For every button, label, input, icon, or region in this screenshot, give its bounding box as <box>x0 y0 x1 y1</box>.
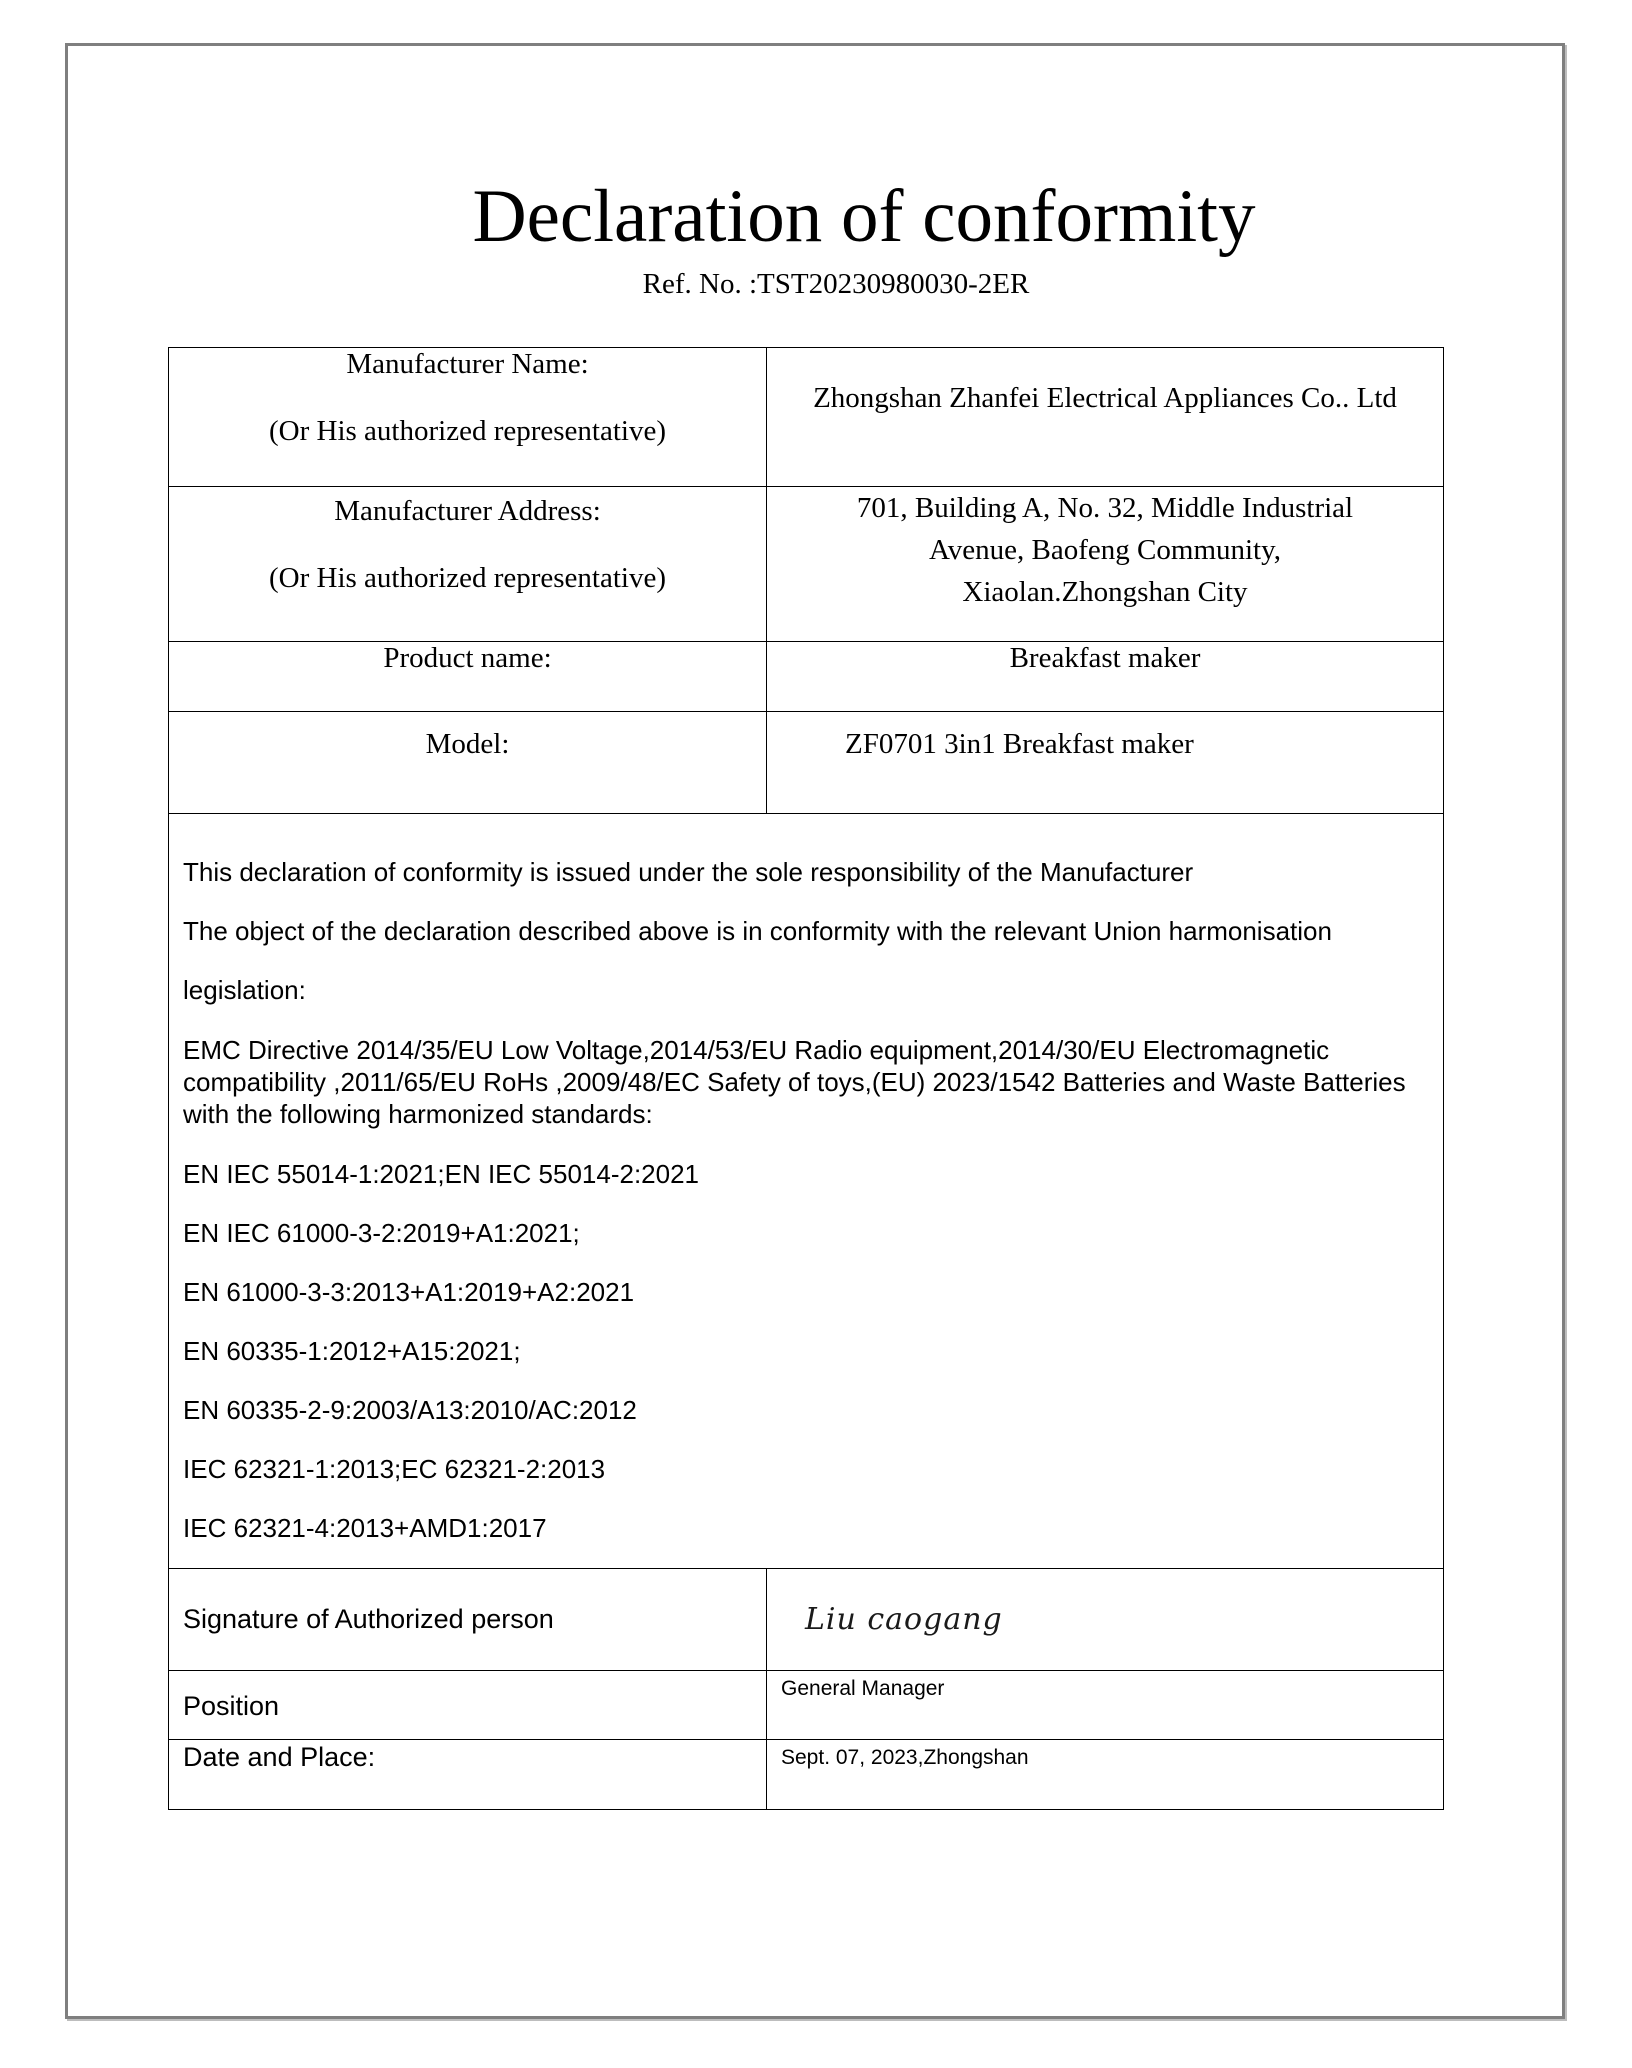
position-label: Position <box>169 1671 767 1740</box>
reference-number: Ref. No. :TST20230980030-2ER <box>642 268 1030 300</box>
standard-item: IEC 62321-4:2013+AMD1:2017 <box>183 1513 547 1543</box>
standard-item: EN IEC 55014-1:2021;EN IEC 55014-2:2021 <box>183 1159 700 1189</box>
manufacturer-address-sublabel: (Or His authorized representative) <box>269 562 666 594</box>
row-model <box>169 712 1444 814</box>
declaration-table <box>168 347 1444 1810</box>
standard-item: EN 60335-2-9:2003/A13:2010/AC:2012 <box>183 1395 637 1425</box>
row-signature <box>169 1569 1444 1671</box>
manufacturer-address-label-cell <box>169 487 767 642</box>
model-value-cell <box>767 712 1444 814</box>
product-name-value: Breakfast maker <box>1009 642 1201 674</box>
row-date-place <box>169 1740 1444 1810</box>
signature-label: Signature of Authorized person <box>169 1569 767 1671</box>
standard-item: IEC 62321-1:2013;EC 62321-2:2013 <box>183 1454 606 1484</box>
manufacturer-address-value-cell <box>767 487 1444 642</box>
address-line-2: Avenue, Baofeng Community, <box>929 534 1281 566</box>
model-value: ZF0701 3in1 Breakfast maker <box>845 728 1194 760</box>
standard-item: EN 60335-1:2012+A15:2021; <box>183 1336 521 1366</box>
standard-item: EN 61000-3-3:2013+A1:2019+A2:2021 <box>183 1277 635 1307</box>
signature-value-cell <box>767 1569 1444 1671</box>
date-place-value: Sept. 07, 2023,Zhongshan <box>767 1740 1444 1810</box>
standard-item: EN IEC 61000-3-2:2019+A1:2021; <box>183 1218 580 1248</box>
declaration-directives: EMC Directive 2014/35/EU Low Voltage,2014/53/EU Radio equipment,2014/30/EU Electromagnetic compatibility ,2011/65/EU RoHs ,2009/48/EC Safety of toys,(EU) 2023/1542 Batteries and Waste Batteries with the following harmonized standards: <box>183 1035 1406 1129</box>
manufacturer-name-value-cell <box>767 348 1444 487</box>
document-title: Declaration of conformity <box>472 175 1256 258</box>
declaration-statement-1: This declaration of conformity is issued under the sole responsibility of the Manufacturer <box>183 857 1194 887</box>
manufacturer-name-label: Manufacturer Name: <box>346 348 589 380</box>
row-declaration <box>169 814 1444 1569</box>
declaration-cell <box>169 814 1444 1569</box>
row-product-name <box>169 642 1444 712</box>
manufacturer-name-value: Zhongshan Zhanfei Electrical Appliances Co.. Ltd <box>813 382 1397 414</box>
position-value: General Manager <box>767 1671 1444 1740</box>
product-name-value-cell <box>767 642 1444 712</box>
product-name-label-cell <box>169 642 767 712</box>
manufacturer-name-sublabel: (Or His authorized representative) <box>269 415 666 447</box>
manufacturer-name-label-cell <box>169 348 767 487</box>
manufacturer-address-label: Manufacturer Address: <box>334 495 601 527</box>
signature-image: Liu caogang <box>805 1602 1003 1637</box>
date-place-label: Date and Place: <box>169 1740 767 1810</box>
row-manufacturer-name <box>169 348 1444 487</box>
address-line-3: Xiaolan.Zhongshan City <box>962 576 1248 608</box>
model-label: Model: <box>425 728 510 760</box>
address-line-1: 701, Building A, No. 32, Middle Industrial <box>856 492 1354 524</box>
declaration-statement-2a: The object of the declaration described above is in conformity with the relevant Union harmonisation <box>183 916 1332 946</box>
declaration-statement-2b: legislation: <box>183 975 306 1005</box>
row-position <box>169 1671 1444 1740</box>
model-label-cell <box>169 712 767 814</box>
row-manufacturer-address <box>169 487 1444 642</box>
product-name-label: Product name: <box>383 642 552 674</box>
